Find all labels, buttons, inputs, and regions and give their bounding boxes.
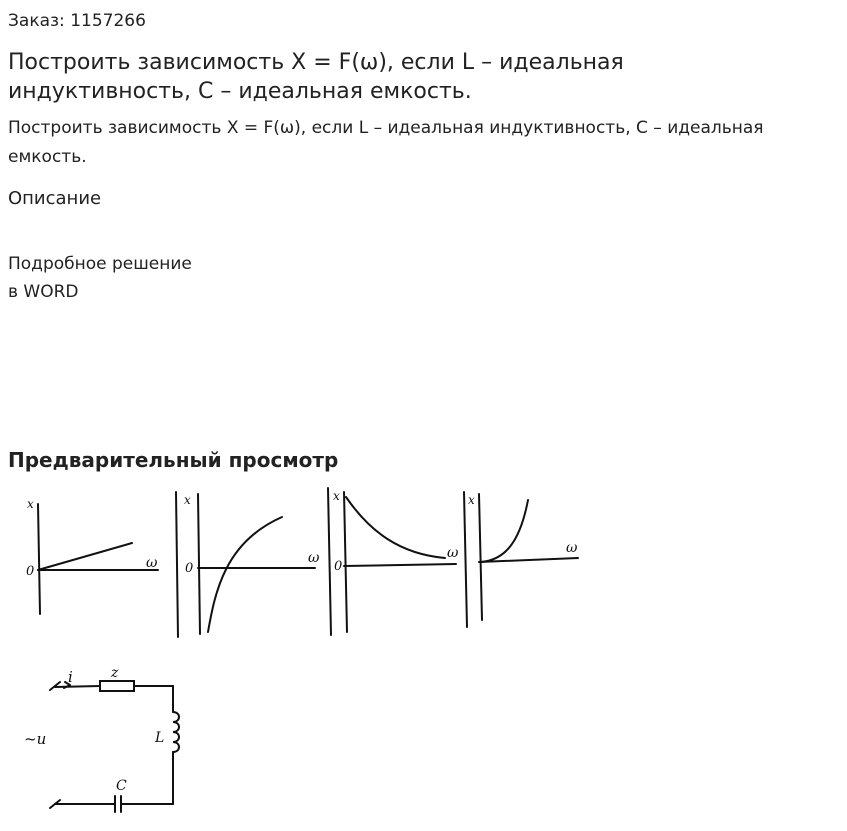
- origin-label-1: 0: [26, 564, 35, 579]
- origin-label-2: 0: [185, 561, 194, 576]
- graph-labels: [26, 489, 578, 579]
- omega-label-1: ω: [146, 555, 158, 571]
- order-value: 1157266: [70, 11, 146, 31]
- resistor-label: z: [111, 665, 119, 681]
- voltage-label: ~u: [24, 730, 47, 748]
- order-label: Заказ:: [8, 11, 65, 31]
- omega-label-2: ω: [308, 550, 320, 566]
- capacitor-label: C: [116, 778, 127, 794]
- axis-label-x-2: x: [184, 493, 191, 507]
- circuit-labels: [24, 665, 164, 794]
- graph-series-lc: [464, 492, 578, 627]
- preview-figure: [0, 482, 600, 827]
- omega-label-4: ω: [566, 540, 578, 556]
- axis-label-x-3: x: [333, 489, 340, 503]
- inductor-label: L: [155, 730, 165, 746]
- task-title: Построить зависимость X = F(ω), если L – идеальная индуктивность, С – идеальная емкость.: [8, 50, 624, 104]
- preview-heading: Предварительный просмотр: [8, 448, 339, 472]
- description-line-2: в WORD: [8, 282, 79, 302]
- graph-capacitor: [176, 492, 315, 637]
- description-text: [8, 250, 192, 306]
- circuit-diagram: [50, 681, 179, 812]
- graph-inductor: [38, 504, 158, 614]
- preview-image: [0, 482, 600, 827]
- task-text: Построить зависимость X = F(ω), если L – идеальная индуктивность, С – идеальная емкость.: [8, 118, 764, 167]
- current-label: i: [68, 668, 73, 686]
- description-line-1: Подробное решение: [8, 254, 192, 274]
- origin-label-3: 0: [334, 559, 343, 574]
- axis-label-x-1: x: [27, 497, 34, 511]
- order-number: [8, 10, 146, 32]
- axis-label-x-4: x: [468, 493, 475, 507]
- description-heading: Описание: [8, 188, 102, 209]
- graph-capacitive-reactance: [328, 488, 456, 635]
- omega-label-3: ω: [447, 545, 459, 561]
